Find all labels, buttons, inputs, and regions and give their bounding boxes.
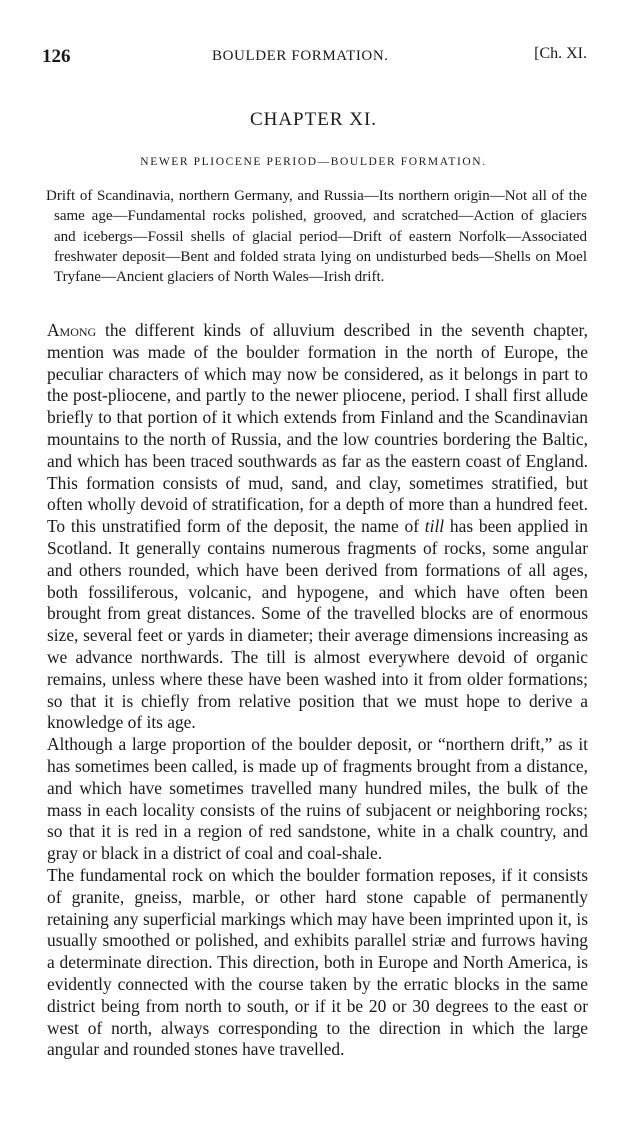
running-title: BOULDER FORMATION. — [212, 48, 389, 64]
page-number: 126 — [42, 46, 71, 67]
paragraph-3: The fundamental rock on which the boulder formation reposes, if it consists of granite, gneiss, marble, or other hard stone capable of permanently retaining any superficial markings which may have been imprinted upon it, is usually smoothed or polished, and exhibits parallel striæ and furrows having a determinate direction. This direction, both in Europe and North America, is evidently connected with the course taken by the erratic blocks in the same district being from north to south, or if it be 20 or 30 degrees to the east or west of north, always corresponding to the direction in which the large angular and rounded stones have travelled. — [47, 864, 588, 1060]
paragraph-1 — [47, 320, 588, 734]
chapter-subtitle: NEWER PLIOCENE PERIOD—BOULDER FORMATION. — [140, 156, 487, 168]
paragraph-1-text-a: the different kinds of alluvium described in the seventh chapter, mention was made of the boulder formation in the north of Europe, the peculiar characters of which may now be considered, as it belongs in part to the post-pliocene, and partly to the newer pliocene, period. I shall first allude briefly to that portion of it which extends from Finland and the Scandinavian mountains to the north of Russia, and the low countries bordering the Baltic, and which has been traced southwards as far as the eastern coast of England. This formation consists of mud, sand, and clay, sometimes stratified, but often wholly devoid of stratification, for a depth of more than a hundred feet. To this unstratified form of the deposit, the name of — [47, 320, 588, 537]
running-header — [42, 44, 587, 70]
body-text — [47, 320, 588, 1061]
chapter-title: CHAPTER XI. — [249, 109, 378, 130]
chapter-reference: [Ch. XI. — [534, 45, 587, 62]
chapter-summary: Drift of Scandinavia, northern Germany, and Russia—Its northern origin—Not all of the same age—Fundamental rocks polished, grooved, and scratched—Action of glaciers and icebergs—Fossil shells of glacial period—Drift of eastern Norfolk—Associated freshwater deposit—Bent and folded strata lying on undisturbed beds—Shells on Moel Tryfane—Ancient glaciers of North Wales—Irish drift. — [46, 188, 587, 286]
lead-word: Among — [47, 320, 97, 340]
paragraph-1-text-b: has been applied in Scotland. It generally contains numerous fragments of rocks, some angular and others rounded, which have been derived from formations of all ages, both fossiliferous, volcanic, and hypogene, and which have often been brought from great distances. Some of the travelled blocks are of enormous size, several feet or yards in diameter; their average dimensions increasing as we advance northwards. The till is almost everywhere devoid of organic remains, unless where these have been washed into it from older formations; so that it is chiefly from relative position that we must hope to derive a knowledge of its age. — [47, 516, 588, 733]
italic-term: till — [424, 516, 445, 537]
paragraph-2: Although a large proportion of the boulder deposit, or “northern drift,” as it has sometimes been called, is made up of fragments brought from a distance, and which have sometimes travelled many hundred miles, the bulk of the mass in each locality consists of the ruins of subjacent or neighboring rocks; so that it is red in a region of red sandstone, white in a chalk country, and gray or black in a district of coal and coal-shale. — [47, 734, 588, 864]
